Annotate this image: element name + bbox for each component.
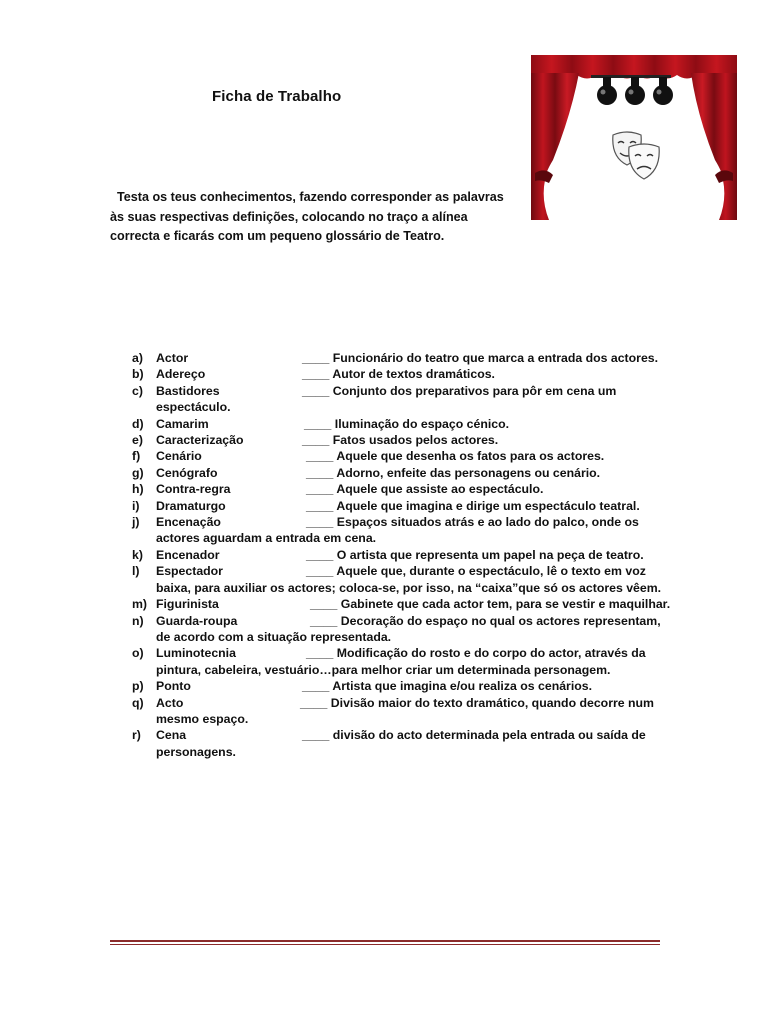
answer-blank[interactable]: ____ [302, 367, 330, 382]
item-definition: Aquele que desenha os fatos para os actores. [336, 449, 605, 464]
answer-blank[interactable]: ____ [306, 465, 334, 480]
answer-blank[interactable]: ____ [306, 449, 334, 464]
answer-blank[interactable]: ____ [306, 482, 334, 497]
item-letter: f) [132, 449, 141, 464]
item-letter: a) [132, 351, 143, 365]
item-definition: Artista que imagina e/ou realiza os cenários. [332, 679, 593, 694]
answer-blank[interactable]: ____ [306, 646, 334, 661]
item-term: Contra-regra [156, 482, 231, 497]
answer-blank[interactable]: ____ [302, 383, 330, 398]
item-term: Cena [156, 728, 187, 743]
item-term: Encenação [156, 515, 221, 530]
answer-blank[interactable]: ____ [310, 613, 338, 628]
answer-blank[interactable]: ____ [306, 564, 334, 579]
item-definition: Fatos usados pelos actores. [332, 433, 499, 448]
item-letter: n) [132, 613, 144, 628]
glossary-item [132, 563, 672, 596]
item-term: Adereço [156, 367, 206, 382]
glossary-list [132, 350, 672, 760]
item-letter: b) [132, 367, 144, 382]
item-definition: Decoração do espaço no qual os actores representam, de acordo com a situação representada. [156, 613, 661, 644]
item-definition: Espaços situados atrás e ao lado do palco, onde os actores aguardam a entrada em cena. [156, 515, 639, 546]
answer-blank[interactable]: ____ [306, 498, 334, 513]
item-definition: Autor de textos dramáticos. [332, 367, 495, 382]
glossary-item [132, 416, 672, 432]
glossary-item [132, 350, 672, 366]
glossary-item [132, 645, 672, 678]
item-term: Cenário [156, 449, 202, 464]
item-term: Bastidores [156, 383, 220, 398]
item-term: Luminotecnia [156, 646, 236, 661]
item-term: Cenógrafo [156, 465, 218, 480]
item-letter: l) [132, 564, 140, 579]
answer-blank[interactable]: ____ [310, 597, 338, 612]
glossary-item [132, 678, 672, 694]
answer-blank[interactable]: ____ [306, 547, 334, 562]
item-letter: g) [132, 465, 144, 480]
item-definition: Funcionário do teatro que marca a entrada dos actores. [332, 351, 659, 365]
glossary-item [132, 695, 672, 728]
glossary-item [132, 514, 672, 547]
item-letter: k) [132, 547, 143, 562]
glossary-item [132, 366, 672, 382]
item-letter: h) [132, 482, 144, 497]
item-term: Figurinista [156, 597, 219, 612]
item-letter: o) [132, 646, 144, 661]
stage-spotlight-icon [591, 75, 673, 105]
item-definition: Modificação do rosto e do corpo do actor, através da pintura, cabeleira, vestuário…para melhor criar um determinada personagem. [156, 646, 646, 677]
glossary-item [132, 465, 672, 481]
item-letter: m) [132, 597, 148, 612]
answer-blank[interactable]: ____ [302, 351, 330, 365]
item-definition: Iluminação do espaço cénico. [334, 416, 510, 431]
item-term: Guarda-roupa [156, 613, 238, 628]
item-term: Actor [156, 351, 189, 365]
item-definition: divisão do acto determinada pela entrada ou saída de personagens. [156, 728, 646, 759]
item-definition: Aquele que imagina e dirige um espectáculo teatral. [336, 498, 640, 513]
item-letter: i) [132, 498, 140, 513]
glossary-item [132, 448, 672, 464]
item-letter: d) [132, 416, 144, 431]
item-term: Ponto [156, 679, 191, 694]
intro-paragraph [110, 188, 520, 247]
item-definition: O artista que representa um papel na peça de teatro. [336, 547, 644, 562]
intro-text: Testa os teus conhecimentos, fazendo corresponder as palavras às suas respectivas definições, colocando no traço a alínea correcta e ficarás com um pequeno glossário de Teatro. [110, 190, 504, 243]
page-title: Ficha de Trabalho [212, 88, 342, 105]
item-term: Acto [156, 695, 184, 710]
item-letter: p) [132, 679, 144, 694]
item-letter: r) [132, 728, 141, 743]
item-definition: Aquele que, durante o espectáculo, lê o texto em voz baixa, para auxiliar os actores; coloca-se, por isso, na “caixa”que só os actores vêem. [156, 564, 662, 595]
answer-blank[interactable]: ____ [302, 679, 330, 694]
theater-curtain-icon [531, 55, 737, 220]
glossary-item [132, 383, 672, 416]
glossary-item [132, 596, 672, 612]
answer-blank[interactable]: ____ [304, 416, 332, 431]
item-definition: Divisão maior do texto dramático, quando decorre num mesmo espaço. [156, 695, 654, 726]
answer-blank[interactable]: ____ [302, 728, 330, 743]
theater-masks-icon [613, 132, 659, 179]
theater-curtain-illustration [531, 55, 737, 220]
item-definition: Aquele que assiste ao espectáculo. [336, 482, 544, 497]
answer-blank[interactable]: ____ [306, 515, 334, 530]
glossary-item [132, 432, 672, 448]
item-letter: c) [132, 383, 143, 398]
glossary-item [132, 613, 672, 646]
item-definition: Adorno, enfeite das personagens ou cenário. [336, 465, 601, 480]
item-definition: Conjunto dos preparativos para pôr em cena um espectáculo. [156, 383, 617, 415]
footer-rule [110, 940, 660, 945]
item-letter: q) [132, 695, 144, 710]
glossary-item [132, 498, 672, 514]
item-term: Camarim [156, 416, 209, 431]
answer-blank[interactable]: ____ [302, 433, 330, 448]
answer-blank[interactable]: ____ [300, 695, 328, 710]
item-term: Encenador [156, 547, 220, 562]
item-term: Caracterização [156, 433, 244, 448]
item-term: Espectador [156, 564, 223, 579]
glossary-item [132, 481, 672, 497]
glossary-item [132, 547, 672, 563]
item-letter: j) [132, 515, 140, 530]
item-definition: Gabinete que cada actor tem, para se vestir e maquilhar. [340, 597, 671, 612]
glossary-item [132, 727, 672, 760]
item-letter: e) [132, 433, 143, 448]
item-term: Dramaturgo [156, 498, 226, 513]
